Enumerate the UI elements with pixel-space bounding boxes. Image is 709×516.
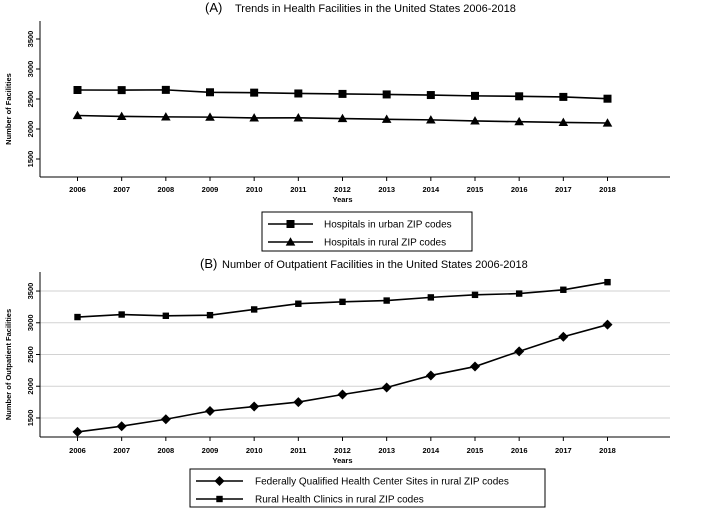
legend-label: Federally Qualified Health Center Sites in rural ZIP codes [255, 476, 509, 488]
data-point [516, 290, 522, 296]
data-point [206, 88, 214, 96]
data-point [604, 279, 610, 285]
legend-label: Rural Health Clinics in rural ZIP codes [255, 494, 424, 506]
x-tick-label: 2015 [466, 185, 484, 194]
data-point [560, 287, 566, 293]
legend-label: Hospitals in rural ZIP codes [324, 237, 447, 249]
x-tick-label: 2018 [599, 185, 616, 194]
y-tick-label: 3500 [26, 282, 35, 300]
data-point [471, 92, 479, 100]
data-point [382, 383, 392, 393]
x-tick-label: 2013 [378, 185, 396, 194]
data-point [472, 292, 478, 298]
x-tick-label: 2009 [201, 185, 219, 194]
data-point [295, 301, 301, 307]
chart-panel-letter: (A) [205, 0, 223, 15]
chart-panel-letter: (B) [200, 256, 218, 271]
y-tick-label: 2000 [26, 377, 35, 395]
data-point [515, 92, 523, 100]
data-point [293, 397, 303, 407]
legend-marker [287, 220, 295, 228]
x-tick-label: 2007 [113, 446, 131, 455]
data-point [383, 90, 391, 98]
x-tick-label: 2016 [510, 185, 528, 194]
data-point [338, 389, 348, 399]
chart-title: Trends in Health Facilities in the United States 2006-2018 [235, 3, 516, 15]
data-point [74, 314, 80, 320]
x-tick-label: 2007 [113, 185, 131, 194]
y-tick-label: 2500 [26, 90, 35, 108]
data-point [339, 299, 345, 305]
y-axis-label: Number of Outpatient Facilities [4, 308, 13, 421]
data-point [470, 362, 480, 372]
data-point [74, 86, 82, 94]
data-point [426, 370, 436, 380]
x-tick-label: 2016 [510, 446, 528, 455]
data-point [250, 89, 258, 97]
data-point [558, 332, 568, 342]
data-point [205, 406, 215, 416]
x-tick-label: 2012 [334, 446, 351, 455]
data-point [294, 89, 302, 97]
x-tick-label: 2011 [290, 446, 307, 455]
y-tick-label: 1500 [26, 409, 35, 427]
x-tick-label: 2008 [157, 446, 175, 455]
x-tick-label: 2011 [290, 185, 307, 194]
data-point [427, 91, 435, 99]
data-point [604, 95, 612, 103]
series-line-0 [78, 325, 608, 432]
y-axis-label: Number of Facilities [4, 73, 13, 145]
data-point [118, 86, 126, 94]
x-tick-label: 2018 [599, 446, 616, 455]
y-tick-label: 3500 [26, 30, 35, 48]
x-tick-label: 2017 [554, 446, 572, 455]
data-point [249, 402, 259, 412]
x-tick-label: 2006 [69, 185, 86, 194]
y-tick-label: 2000 [26, 120, 35, 138]
data-point [161, 414, 171, 424]
x-tick-label: 2006 [69, 446, 86, 455]
chart-panel-b [4, 256, 670, 507]
legend-label: Hospitals in urban ZIP codes [324, 219, 452, 231]
x-tick-label: 2015 [466, 446, 484, 455]
x-tick-label: 2012 [334, 185, 351, 194]
y-tick-label: 2500 [26, 346, 35, 363]
x-tick-label: 2009 [201, 446, 219, 455]
y-tick-label: 3000 [26, 60, 35, 78]
data-point [383, 297, 389, 303]
chart-panel-a [4, 0, 670, 251]
data-point [559, 93, 567, 101]
data-point [603, 320, 613, 330]
x-axis-label: Years [332, 456, 353, 465]
data-point [251, 306, 257, 312]
x-tick-label: 2014 [422, 446, 440, 455]
y-tick-label: 1500 [26, 150, 35, 168]
x-tick-label: 2014 [422, 185, 440, 194]
data-point [162, 86, 170, 94]
chart-title: Number of Outpatient Facilities in the United States 2006-2018 [222, 259, 528, 271]
data-point [73, 427, 83, 437]
data-point [163, 313, 169, 319]
x-axis-label: Years [332, 195, 353, 204]
data-point [117, 421, 127, 431]
data-point [118, 311, 124, 317]
x-tick-label: 2017 [554, 185, 572, 194]
data-point [339, 90, 347, 98]
x-tick-label: 2008 [157, 185, 175, 194]
legend-marker [216, 496, 222, 502]
data-point [207, 312, 213, 318]
x-tick-label: 2013 [378, 446, 396, 455]
x-tick-label: 2010 [245, 185, 263, 194]
data-point [428, 294, 434, 300]
y-tick-label: 3000 [26, 314, 35, 332]
x-tick-label: 2010 [245, 446, 263, 455]
